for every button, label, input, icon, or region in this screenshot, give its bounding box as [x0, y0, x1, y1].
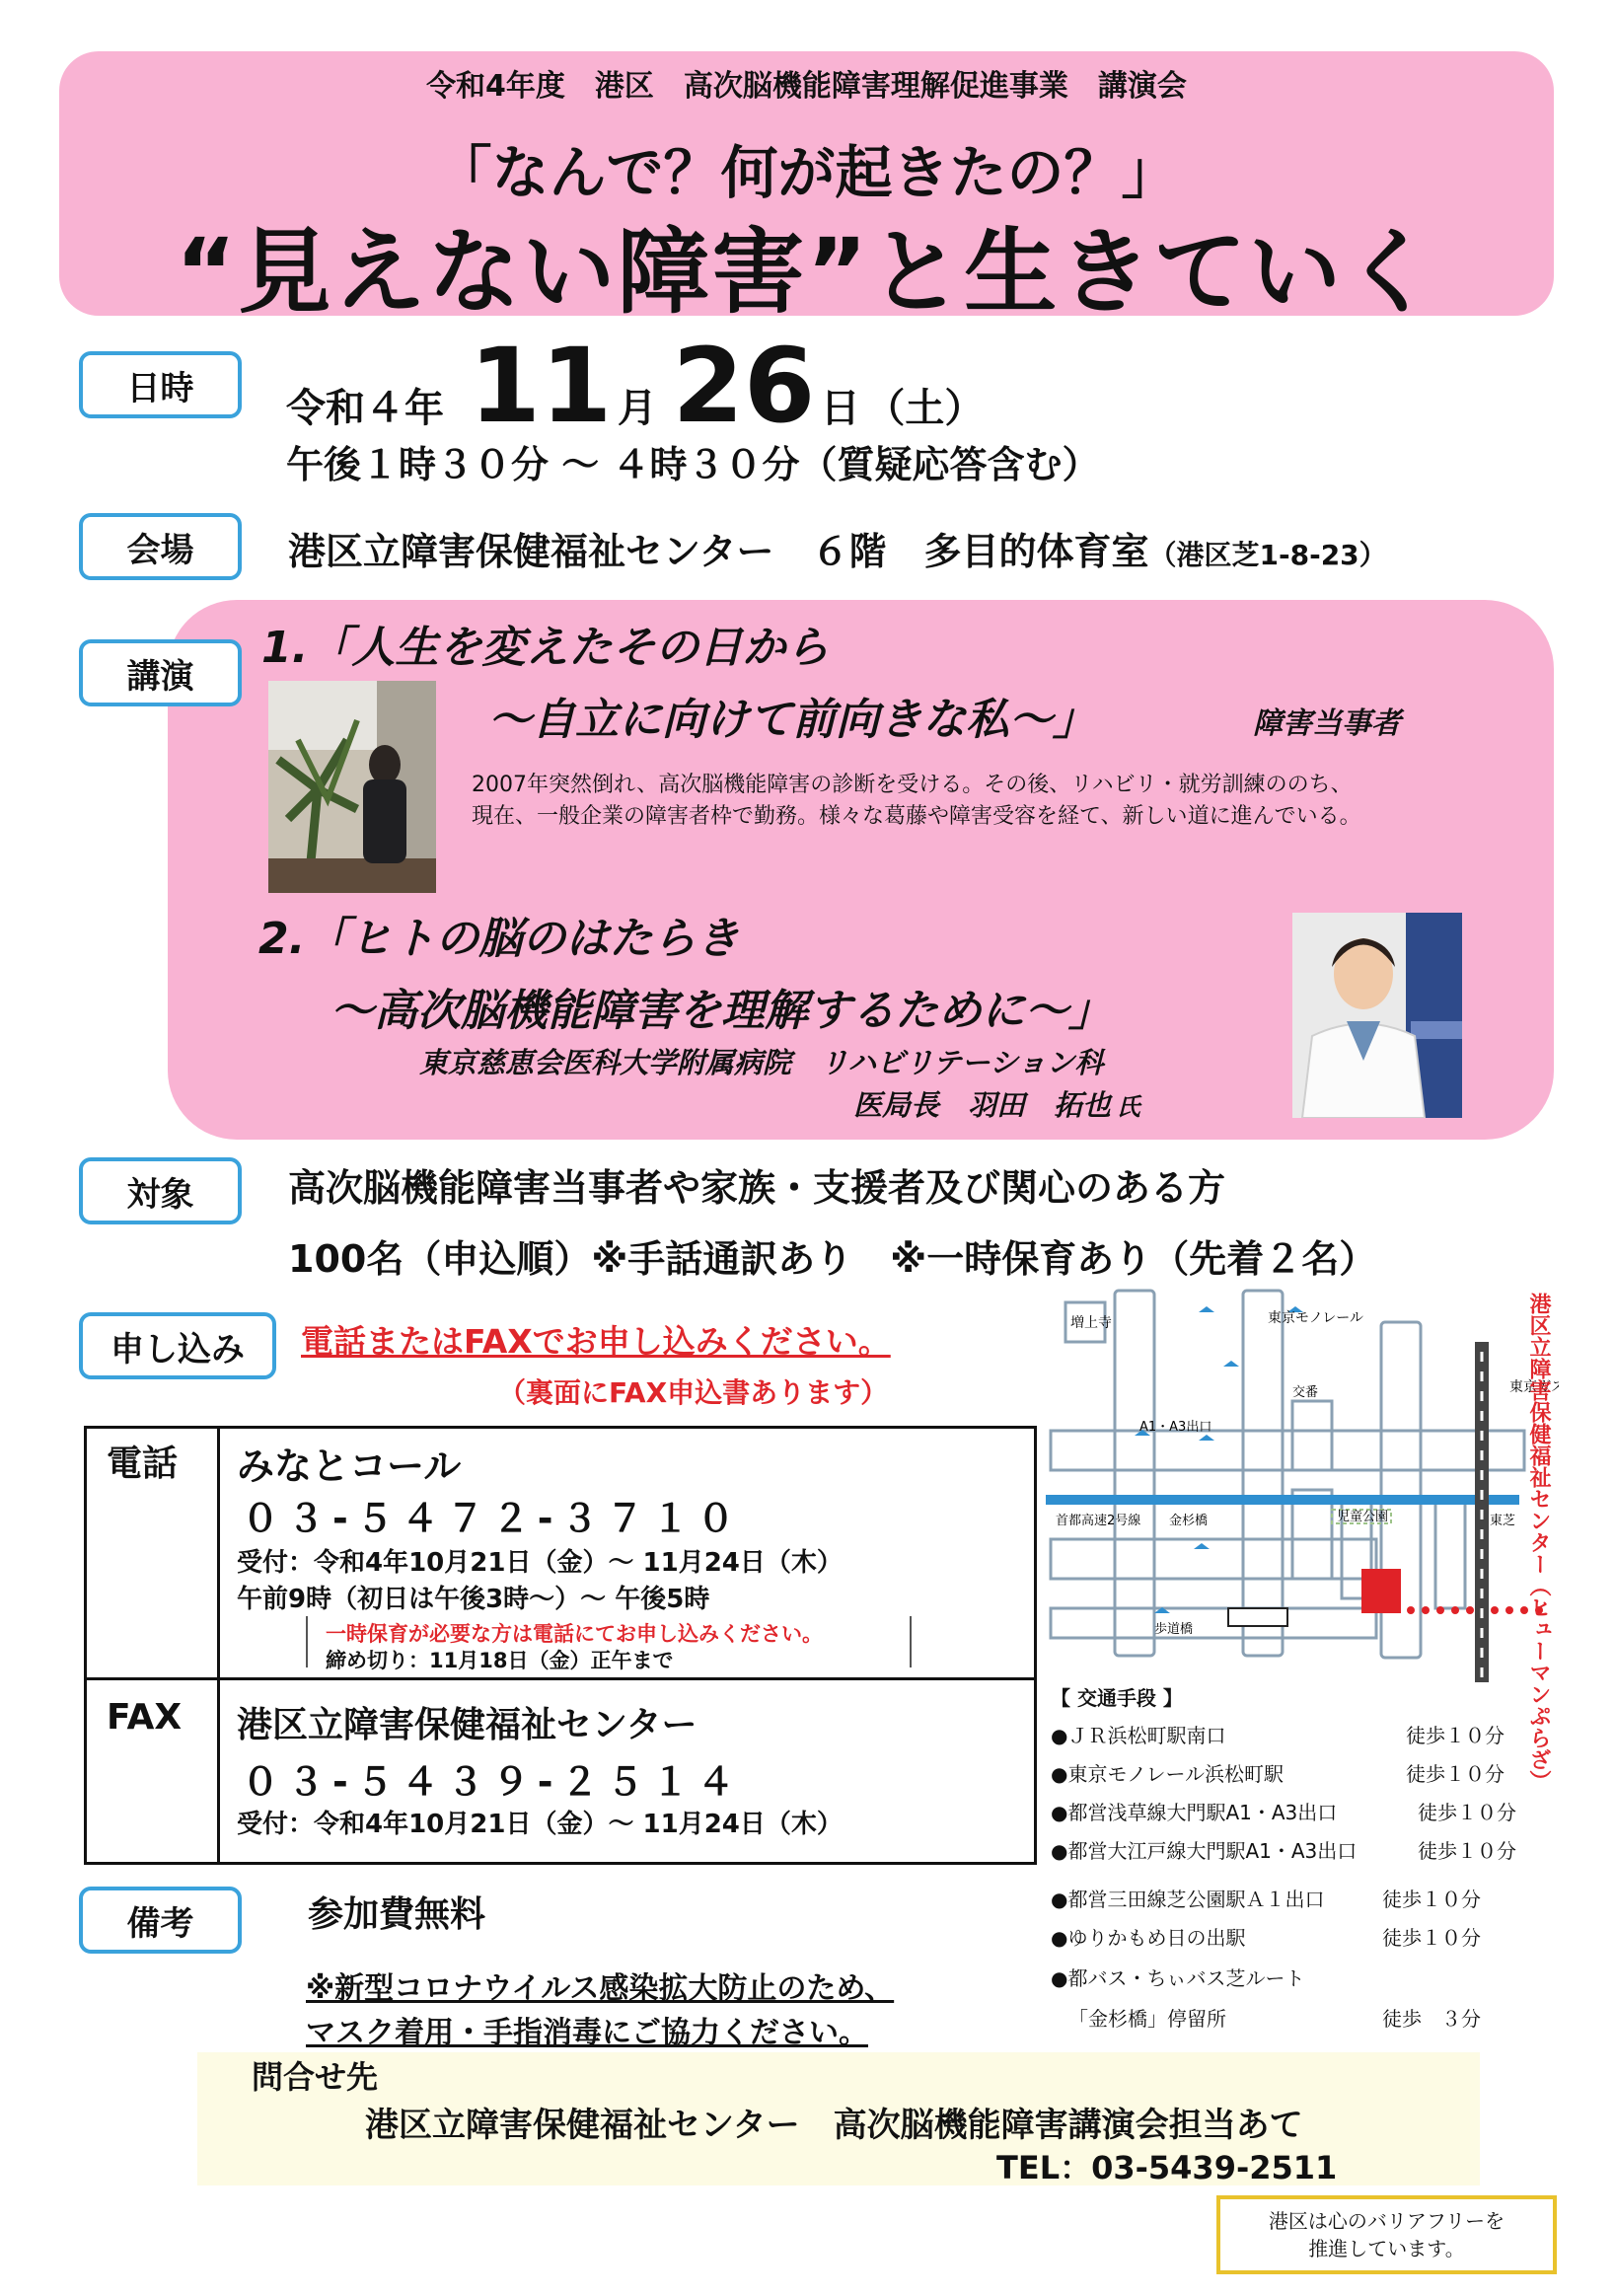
access-time-5: 徒歩１０分	[1382, 1888, 1481, 1911]
target-audience: 高次脳機能障害当事者や家族・支援者及び関心のある方	[288, 1166, 1226, 1210]
lecture2-title: 2.「ヒトの脳のはたらき	[258, 914, 740, 964]
event-subtitle: 令和4年度 港区 高次脳機能障害理解促進事業 講演会	[426, 69, 1187, 104]
map-label-gas: 東京ガス	[1509, 1379, 1559, 1395]
date-weekday: （土）	[865, 386, 985, 431]
map-facility-name: 港区立障害保健福祉センター	[1526, 1293, 1551, 1575]
phone-service-name: みなとコール	[237, 1444, 462, 1488]
lecture2-subtitle: ～高次脳機能障害を理解するために～」	[330, 986, 1112, 1036]
date-day-unit: 日	[820, 386, 860, 431]
participation-fee: 参加費無料	[308, 1894, 486, 1935]
venue-address: （港区芝1-8-23）	[1148, 539, 1387, 571]
access-route-4: ●都営大江戸線大門駅A1・A3出口	[1051, 1839, 1358, 1863]
application-label: 申し込み	[79, 1312, 276, 1379]
lecture2-photo	[1292, 913, 1462, 1118]
lecture2-speaker-name: 医局長 羽田 拓也	[853, 1088, 1112, 1122]
venue-name	[288, 521, 1387, 575]
fax-reception-period: 受付：令和4年10月21日（金）～ 11月24日（木）	[237, 1810, 843, 1839]
datetime-label: 日時	[79, 351, 242, 418]
fax-organization: 港区立障害保健福祉センター	[237, 1705, 697, 1745]
map-label-expressway: 首都高速2号線	[1056, 1514, 1141, 1528]
phone-label: 電話	[107, 1444, 179, 1484]
application-fax-note: （裏面にFAX申込書あります）	[498, 1376, 889, 1409]
map-facility-nickname: （ヒューマンぷらざ）	[1526, 1575, 1551, 1792]
access-time-6: 徒歩１０分	[1382, 1926, 1481, 1950]
covid-notice-2: マスク着用・手指消毒にご協力ください。	[306, 2016, 868, 2050]
inquiry-phone: TEL：03-5439-2511	[996, 2149, 1338, 2186]
barrier-free-line-1: 港区は心のバリアフリーを	[1268, 2209, 1505, 2233]
map-label-zojoji: 増上寺	[1070, 1315, 1112, 1331]
event-title: “見えない障害”と生きていく	[175, 219, 1438, 327]
map-label-hodo: 歩道橋	[1154, 1622, 1194, 1637]
lecture1-speaker: 障害当事者	[1253, 706, 1401, 741]
lecture1-photo	[268, 681, 436, 893]
contact-table-row-divider	[84, 1677, 1037, 1680]
covid-notice-1: ※新型コロナウイルス感染拡大防止のため、	[306, 1971, 895, 2006]
lecture1-title: 1.「人生を変えたその日から	[261, 623, 830, 673]
access-time-1: 徒歩１０分	[1406, 1724, 1505, 1747]
lecture1-description-1: 2007年突然倒れ、高次脳機能障害の診断を受ける。その後、リハビリ・就労訓練ののち、	[472, 773, 1353, 797]
lecture1-subtitle: ～自立に向けて前向きな私～」	[488, 695, 1096, 745]
access-header: 【 交通手段 】	[1051, 1686, 1183, 1710]
barrier-free-badge	[1216, 2195, 1557, 2274]
access-time-2: 徒歩１０分	[1406, 1762, 1505, 1786]
access-map	[1046, 1283, 1559, 1687]
venue-label: 会場	[79, 513, 242, 580]
map-graphic	[1046, 1283, 1559, 1687]
childcare-note: 一時保育が必要な方は電話にてお申し込みください。	[326, 1622, 823, 1646]
inquiry-label: 問合せ先	[252, 2058, 379, 2096]
event-tagline: 「なんで？何が起きたの？」	[434, 139, 1179, 206]
access-route-5: ●都営三田線芝公園駅Ａ１出口	[1051, 1888, 1325, 1911]
map-label-koban: 交番	[1292, 1385, 1319, 1400]
childcare-deadline: 締め切り：11月18日（金）正午まで	[326, 1649, 674, 1672]
lecture2-honorific: 氏	[1116, 1093, 1140, 1121]
access-route-7: ●都バス・ちぃバス芝ルート	[1051, 1966, 1305, 1990]
lecture1-description-2: 現在、一般企業の障害者枠で勤務。様々な葛藤や障害受容を経て、新しい道に進んでいる。	[472, 804, 1361, 829]
fax-label: FAX	[107, 1697, 183, 1738]
access-route-6: ●ゆりかもめ日の出駅	[1051, 1926, 1246, 1950]
fax-number: ０３-５４３９-２５１４	[242, 1760, 743, 1804]
map-label-a1a3: A1・A3出口	[1139, 1420, 1212, 1435]
map-label-kanasugi: 金杉橋	[1169, 1514, 1209, 1528]
venue-name-text: 港区立障害保健福祉センター ６階 多目的体育室	[288, 530, 1149, 573]
phone-number: ０３-５４７２-３７１０	[242, 1497, 743, 1540]
phone-reception-period: 受付：令和4年10月21日（金）～ 11月24日（木）	[237, 1548, 843, 1578]
access-list	[1051, 1682, 1559, 2037]
barrier-free-line-2: 推進しています。	[1308, 2237, 1465, 2260]
access-time-3: 徒歩１０分	[1418, 1801, 1516, 1824]
access-route-2: ●東京モノレール浜松町駅	[1051, 1762, 1285, 1786]
map-label-jido: 児童公園	[1337, 1510, 1389, 1524]
date-month-unit: 月	[617, 386, 657, 431]
inquiry-organization: 港区立障害保健福祉センター 高次脳機能障害講演会担当あて	[365, 2106, 1303, 2145]
lecture2-affiliation: 東京慈恵会医科大学附属病院 リハビリテーション科	[419, 1046, 1104, 1079]
time-range: 午後１時３０分 ～ ４時３０分（質疑応答含む）	[286, 443, 1100, 486]
target-capacity: 100名（申込順）※手話通訳あり ※一時保育あり（先着２名）	[288, 1237, 1377, 1281]
date-line	[286, 326, 985, 446]
access-route-3: ●都営浅草線大門駅A1・A3出口	[1051, 1801, 1338, 1824]
access-route-1: ●ＪＲ浜松町駅南口	[1051, 1724, 1226, 1747]
phone-hours: 午前9時（初日は午後3時～）～ 午後5時	[237, 1585, 710, 1614]
contact-table-column-divider	[217, 1426, 220, 1865]
date-era: 令和４年	[286, 386, 444, 431]
lecture2-speaker	[853, 1083, 1140, 1124]
map-label-monorail: 東京モノレール	[1268, 1310, 1364, 1326]
date-day: 26	[672, 326, 816, 446]
lecture-label: 講演	[79, 639, 242, 706]
application-instructions: 電話またはFAXでお申し込みください。	[301, 1322, 891, 1361]
access-route-8: 「金杉橋」停留所	[1068, 2007, 1226, 2031]
date-month: 11	[469, 326, 613, 446]
access-time-8: 徒歩 ３分	[1382, 2007, 1481, 2031]
notes-label: 備考	[79, 1887, 242, 1954]
target-label: 対象	[79, 1157, 242, 1224]
access-time-4: 徒歩１０分	[1418, 1839, 1516, 1863]
map-label-higashi-shiba: 東芝	[1490, 1514, 1516, 1528]
